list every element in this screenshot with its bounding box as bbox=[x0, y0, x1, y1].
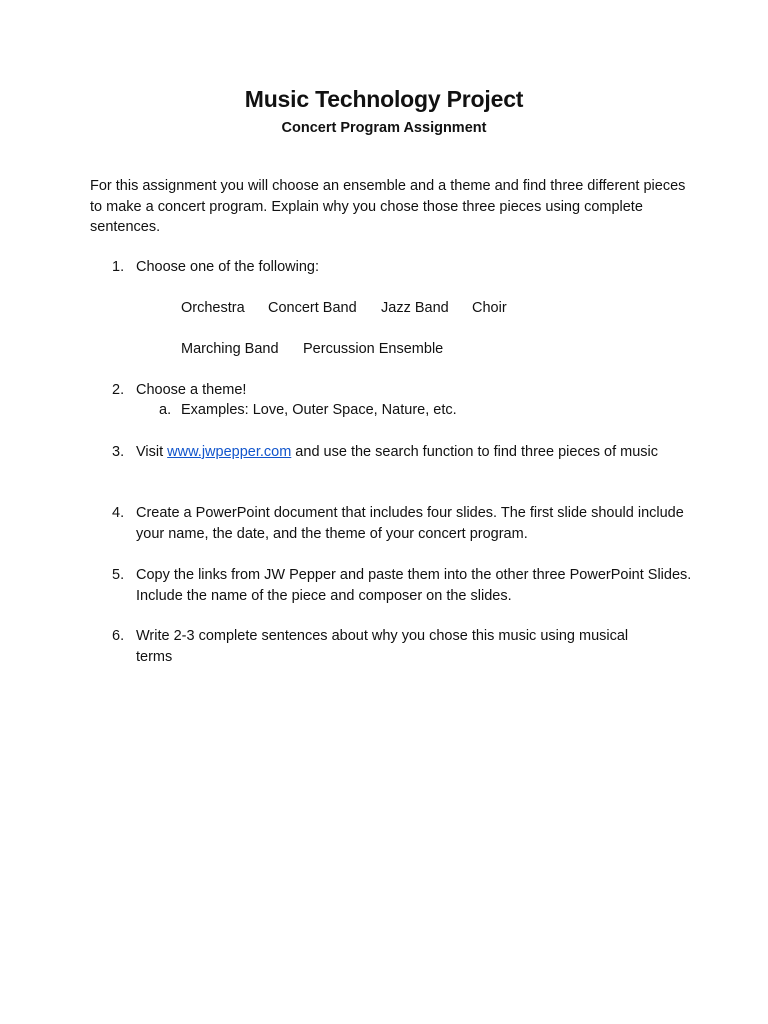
ensemble-option-concert-band: Concert Band bbox=[268, 300, 357, 316]
ensemble-option-choir: Choir bbox=[472, 300, 507, 316]
list-item-3-text-before: Visit bbox=[136, 444, 168, 460]
list-item-5: Copy the links from JW Pepper and paste them into the other three PowerPoint Slides. Include the name of the piece and composer on the slides. bbox=[136, 567, 692, 604]
ensemble-option-jazz-band: Jazz Band bbox=[381, 300, 449, 316]
list-number-6: 6. bbox=[112, 628, 125, 644]
intro-paragraph: For this assignment you will choose an ensemble and a theme and find three different pieces to make a concert program. Explain why you chose those three pieces using complete sentences. bbox=[90, 178, 686, 235]
page-title: Music Technology Project bbox=[244, 86, 524, 112]
list-number-3: 3. bbox=[112, 444, 125, 460]
jwpepper-link[interactable]: www.jwpepper.com bbox=[167, 444, 292, 460]
list-item-3 bbox=[136, 442, 696, 463]
theme-examples: Examples: Love, Outer Space, Nature, etc. bbox=[181, 402, 457, 418]
list-item-2: Choose a theme! bbox=[136, 382, 247, 398]
list-item-6: Write 2-3 complete sentences about why you chose this music using musical terms bbox=[136, 628, 629, 665]
list-number-5: 5. bbox=[112, 567, 125, 583]
ensemble-option-marching-band: Marching Band bbox=[181, 341, 279, 357]
list-item-4: Create a PowerPoint document that includes four slides. The first slide should include your name, the date, and the theme of your concert program. bbox=[136, 505, 684, 542]
sub-list-letter-a: a. bbox=[159, 402, 172, 418]
list-number-1: 1. bbox=[112, 259, 125, 275]
list-number-2: 2. bbox=[112, 382, 125, 398]
list-number-4: 4. bbox=[112, 505, 125, 521]
list-item-1: Choose one of the following: bbox=[136, 259, 319, 275]
list-item-3-text-after: and use the search function to find three pieces of music bbox=[291, 444, 659, 460]
page-subtitle: Concert Program Assignment bbox=[281, 120, 487, 136]
ensemble-option-orchestra: Orchestra bbox=[181, 300, 245, 316]
ensemble-option-percussion-ensemble: Percussion Ensemble bbox=[303, 341, 444, 357]
